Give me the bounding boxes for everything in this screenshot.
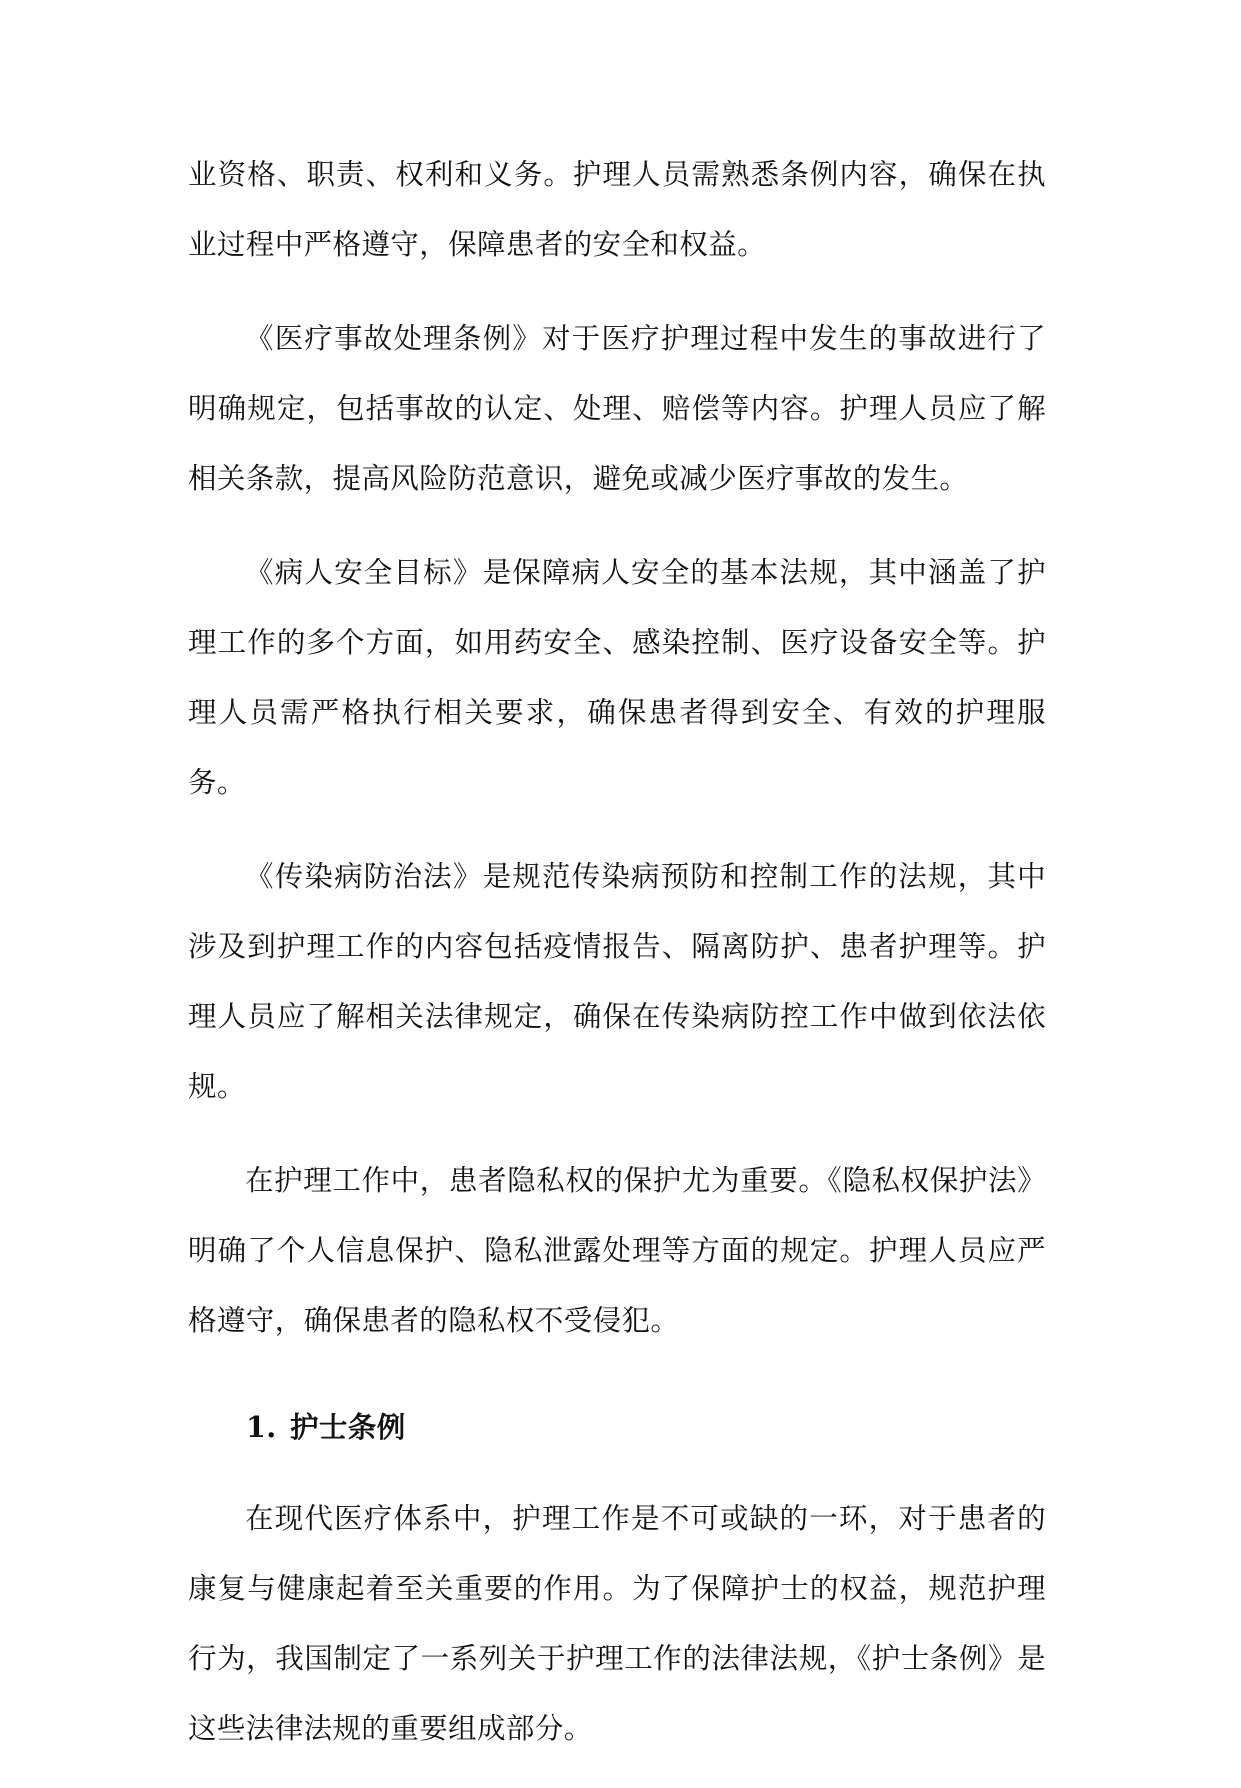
document-body [188,140,1046,1788]
section-number: 1. [246,1410,277,1444]
paragraph-medical-accident-regulation: 《医疗事故处理条例》对于医疗护理过程中发生的事故进行了明确规定，包括事故的认定、处理、赔偿等内容。护理人员应了解相关条款，提高风险防范意识，避免或减少医疗事故的发生。 [188,322,1046,495]
paragraph-nurse-regulation-intro: 在现代医疗体系中，护理工作是不可或缺的一环，对于患者的康复与健康起着至关重要的作用。为了保障护士的权益，规范护理行为，我国制定了一系列关于护理工作的法律法规，《护士条例》是这些法律法规的重要组成部分。 [188,1502,1046,1745]
paragraph-patient-safety-goals: 《病人安全目标》是保障病人安全的基本法规，其中涵盖了护理工作的多个方面，如用药安全、感染控制、医疗设备安全等。护理人员需严格执行相关要求，确保患者得到安全、有效的护理服务。 [188,556,1046,799]
paragraph-infectious-disease-law: 《传染病防治法》是规范传染病预防和控制工作的法规，其中涉及到护理工作的内容包括疫情报告、隔离防护、患者护理等。护理人员应了解相关法律规定，确保在传染病防控工作中做到依法依规。 [188,860,1046,1103]
section-heading [188,1392,1046,1462]
section-title: 护士条例 [290,1410,406,1444]
paragraph-continuation: 业资格、职责、权利和义务。护理人员需熟悉条例内容，确保在执业过程中严格遵守，保障患者的安全和权益。 [188,158,1046,261]
paragraph-privacy-protection: 在护理工作中，患者隐私权的保护尤为重要。《隐私权保护法》明确了个人信息保护、隐私泄露处理等方面的规定。护理人员应严格遵守，确保患者的隐私权不受侵犯。 [188,1164,1046,1337]
